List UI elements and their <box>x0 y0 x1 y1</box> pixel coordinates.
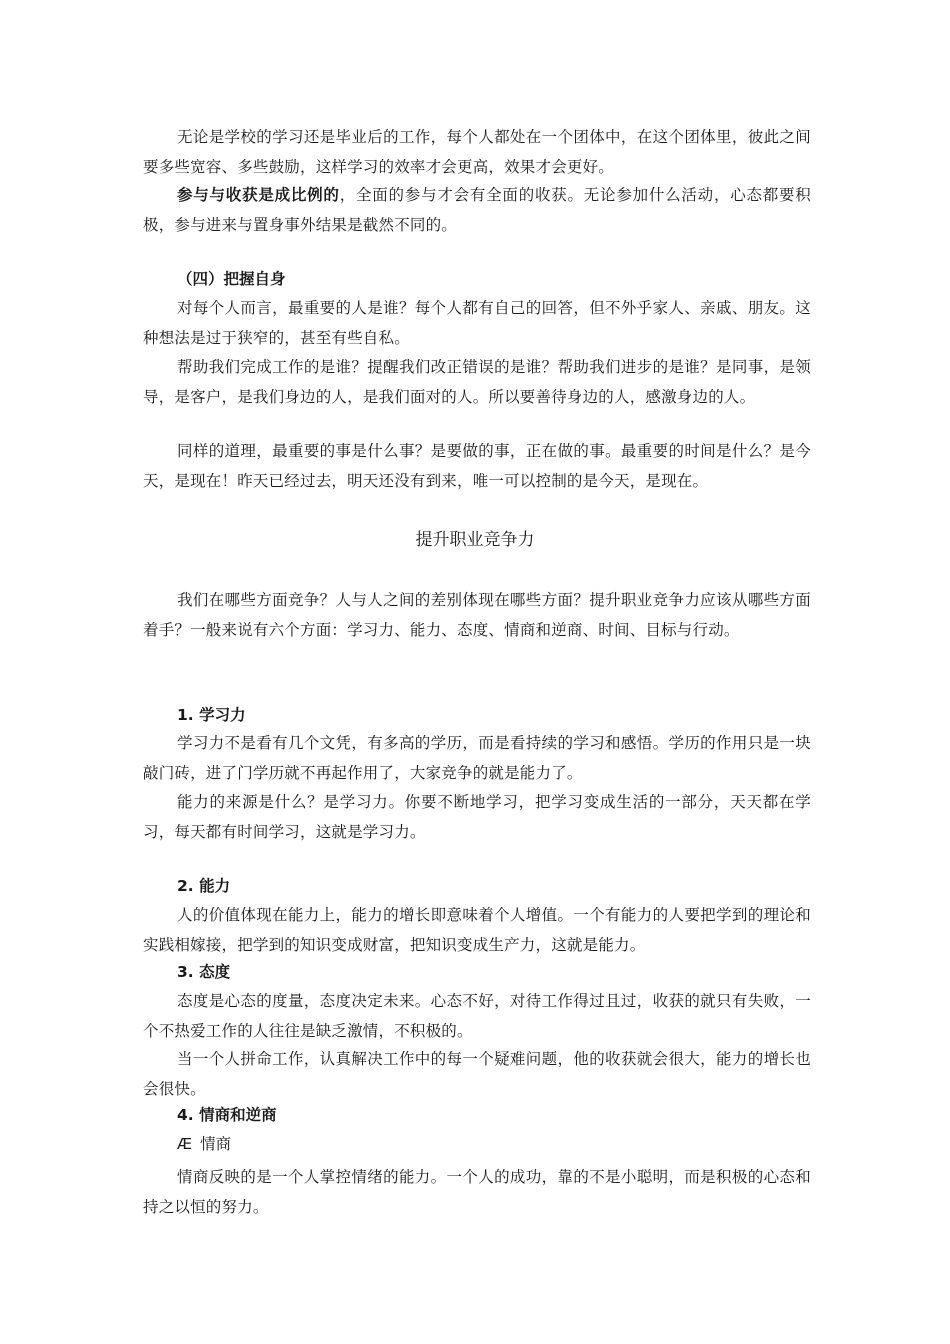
bold-phrase: 参与与收获是成比例的 <box>177 186 340 204</box>
paragraph-most-important-person: 对每个人而言，最重要的人是谁？每个人都有自己的回答，但不外乎家人、亲戚、朋友。这种想法是过于狭窄的，甚至有些自私。 <box>143 299 811 347</box>
paragraph-attitude: 态度是心态的度量，态度决定未来。心态不好，对待工作得过且过，收获的就只有失败，一个不热爱工作的人往往是缺乏激情，不积极的。 <box>143 992 811 1040</box>
paragraph-learning-ability: 学习力不是看有几个文凭，有多高的学历，而是看持续的学习和感悟。学历的作用只是一块敲门砖，进了门学历就不再起作用了，大家竞争的就是能力了。 <box>143 734 811 782</box>
paragraph-participation <box>143 181 811 240</box>
paragraph-hard-work: 当一个人拼命工作，认真解决工作中的每一个疑难问题，他的收获就会很大，能力的增长也会很快。 <box>143 1050 811 1098</box>
paragraph-teamwork: 无论是学校的学习还是毕业后的工作，每个人都处在一个团体中，在这个团体里，彼此之间要多些宽容、多些鼓励，这样学习的效率才会更高，效果才会更好。 <box>143 128 811 176</box>
bullet-eq <box>177 1131 231 1157</box>
paragraph-today: 同样的道理，最重要的事是什么事？是要做的事，正在做的事。最重要的时间是什么？是今天，是现在！昨天已经过去，明天还没有到来，唯一可以控制的是今天，是现在。 <box>143 442 811 490</box>
bullet-symbol: Æ <box>177 1135 193 1153</box>
paragraph-participation-rest: ，全面的参与才会有全面的收获。无论参加什么活动，心态都要积极，参与进来与置身事外结果是截然不同的。 <box>143 186 811 234</box>
heading-grasp-self: （四）把握自身 <box>177 270 286 288</box>
section-title: 提升职业竞争力 <box>415 530 535 550</box>
paragraph-six-aspects: 我们在哪些方面竞争？人与人之间的差别体现在哪些方面？提升职业竞争力应该从哪些方面着手？一般来说有六个方面：学习力、能力、态度、情商和逆商、时间、目标与行动。 <box>143 591 811 639</box>
heading-ability: 2. 能力 <box>177 877 231 895</box>
paragraph-who-helps: 帮助我们完成工作的是谁？提醒我们改正错误的是谁？帮助我们进步的是谁？是同事，是领导，是客户，是我们身边的人，是我们面对的人。所以要善待身边的人，感激身边的人。 <box>143 358 811 406</box>
bullet-eq-label: 情商 <box>200 1135 232 1153</box>
heading-eq-aq: 4. 情商和逆商 <box>177 1106 277 1124</box>
heading-attitude: 3. 态度 <box>177 963 231 981</box>
paragraph-source-of-ability: 能力的来源是什么？是学习力。你要不断地学习，把学习变成生活的一部分，天天都在学习，每天都有时间学习，这就是学习力。 <box>143 793 811 841</box>
paragraph-eq: 情商反映的是一个人掌控情绪的能力。一个人的成功，靠的不是小聪明，而是积极的心态和持之以恒的努力。 <box>143 1168 811 1216</box>
paragraph-ability: 人的价值体现在能力上，能力的增长即意味着个人增值。一个有能力的人要把学到的理论和实践相嫁接，把学到的知识变成财富，把知识变成生产力，这就是能力。 <box>143 906 811 954</box>
heading-learning-ability: 1. 学习力 <box>177 706 246 724</box>
